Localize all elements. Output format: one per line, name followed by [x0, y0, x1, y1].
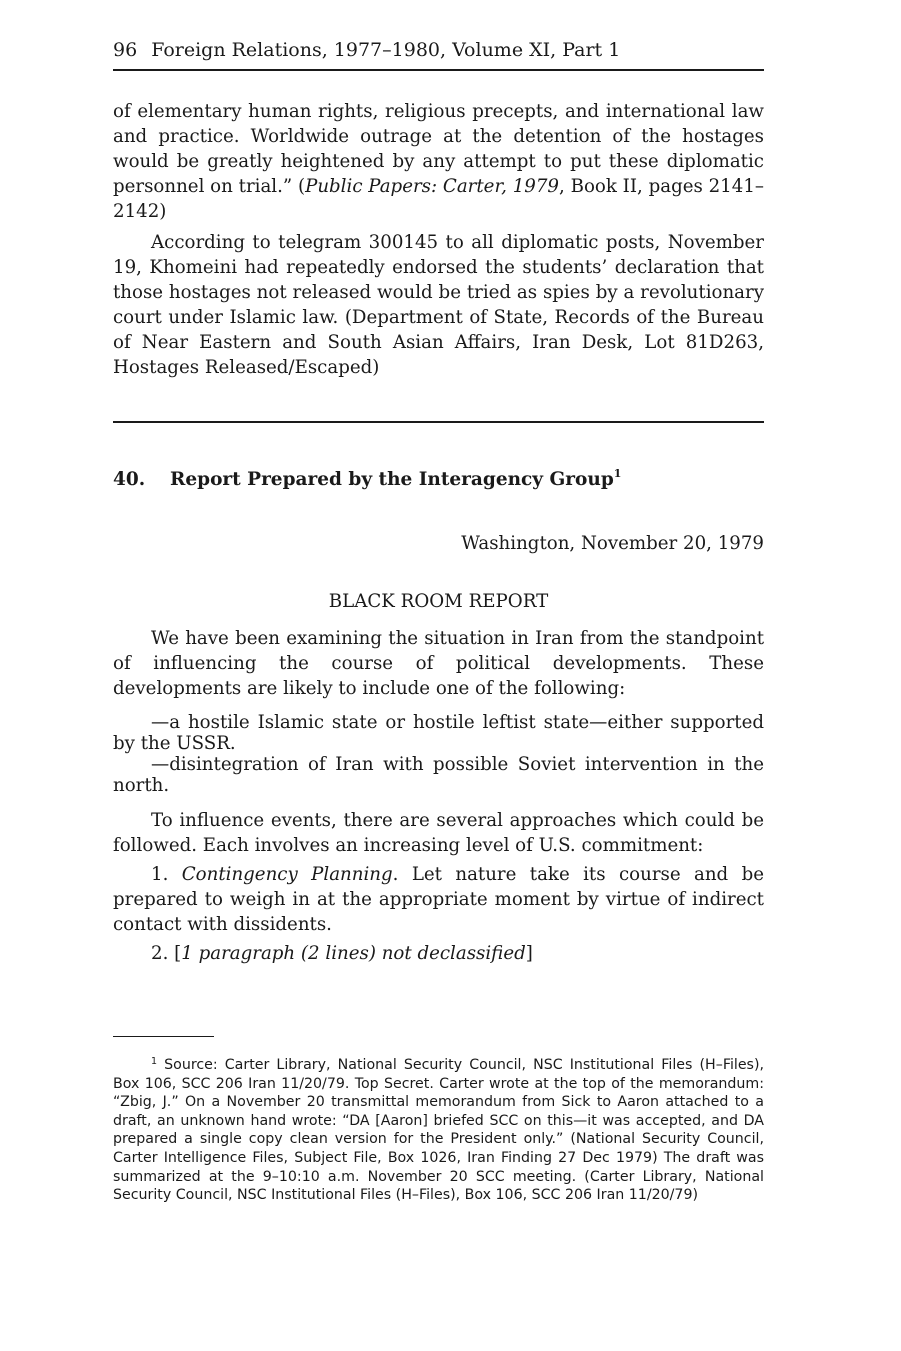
approaches-paragraph: To influence events, there are several approaches which could be followed. Each involves an increasing level of U.S. commitment: — [113, 810, 764, 856]
citation-rest: , Book II, pages 2141–2142) — [113, 176, 764, 222]
footnote-reference: 1 — [613, 467, 622, 480]
report-body — [113, 626, 764, 966]
numbered-item-1 — [113, 862, 764, 937]
footnote-marker: 1 — [151, 1056, 158, 1067]
footnote-paragraph — [113, 1056, 764, 1205]
continued-paragraph — [113, 99, 764, 224]
document-number: 40. — [113, 469, 146, 490]
numbered-item-2 — [113, 941, 764, 966]
dash-item-1: —a hostile Islamic state or hostile leftist state—either supported by the USSR. — [113, 712, 764, 754]
running-head-title: Foreign Relations, 1977–1980, Volume XI, Part 1 — [151, 39, 621, 61]
document-heading-text: Report Prepared by the Interagency Group — [170, 469, 614, 490]
report-title: BLACK ROOM REPORT — [328, 591, 549, 612]
footnote — [113, 1056, 764, 1205]
telegram-paragraph: According to telegram 300145 to all diplomatic posts, November 19, Khomeini had repeatedly endorsed the students’ declaration that those hostages not released would be tried as spies by a revolutionary court under Islamic law. (Department of State, Records of the Bureau of Near Eastern and South Asian Affairs, Iran Desk, Lot 81D263, Hostages Released/Escaped) — [113, 232, 764, 378]
intro-paragraph: We have been examining the situation in Iran from the standpoint of influencing the course of political developments. These developments are likely to include one of the following: — [113, 628, 764, 699]
page-number: 96 — [113, 39, 138, 61]
item-2-close: ] — [525, 943, 533, 964]
header-rule — [113, 69, 764, 71]
dateline: Washington, November 20, 1979 — [461, 533, 764, 554]
item-1-text: . Let nature take its course and be prepared to weigh in at the appropriate moment by virtue of indirect contact with dissidents. — [113, 864, 764, 935]
running-head — [113, 38, 764, 62]
item-1-number: 1. — [151, 864, 182, 885]
dash-item-2: —disintegration of Iran with possible Soviet intervention in the north. — [113, 754, 764, 796]
footnote-rule — [113, 1036, 214, 1037]
citation-italic: Public Papers: Carter, 1979 — [305, 176, 559, 197]
previous-document-text — [113, 99, 764, 380]
item-2-number: 2. [ — [151, 943, 182, 964]
continued-paragraph-text: of elementary human rights, religious precepts, and international law and practice. Worldwide outrage at the detention of the hostages would be greatly heightened by any attempt to put these diplomatic personnel on trial.” ( — [113, 101, 764, 197]
item-1-title: Contingency Planning — [181, 864, 393, 885]
document-separator-rule — [113, 421, 764, 423]
footnote-text: Source: Carter Library, National Security Council, NSC Institutional Files (H–Files), Box 106, SCC 206 Iran 11/20/79. Top Secret. Carter wrote at the top of the memorandum: “Zbig, J.” On a November 20 transmittal memorandum from Sick to Aaron attached to a draft, an unknown hand wrote: “DA [Aaron] briefed SCC on this—it was accepted, and DA prepared a single copy clean version for the President only.” (National Security Council, Carter Intelligence Files, Subject File, Box 1026, Iran Finding 27 Dec 1979) The draft was summarized at the 9–10:10 a.m. November 20 SCC meeting. (Carter Library, National Security Council, NSC Institutional Files (H–Files), Box 106, SCC 206 Iran 11/20/79) — [113, 1057, 764, 1204]
document-heading — [113, 467, 764, 493]
item-2-not-declassified: 1 paragraph (2 lines) not declassified — [181, 943, 526, 964]
